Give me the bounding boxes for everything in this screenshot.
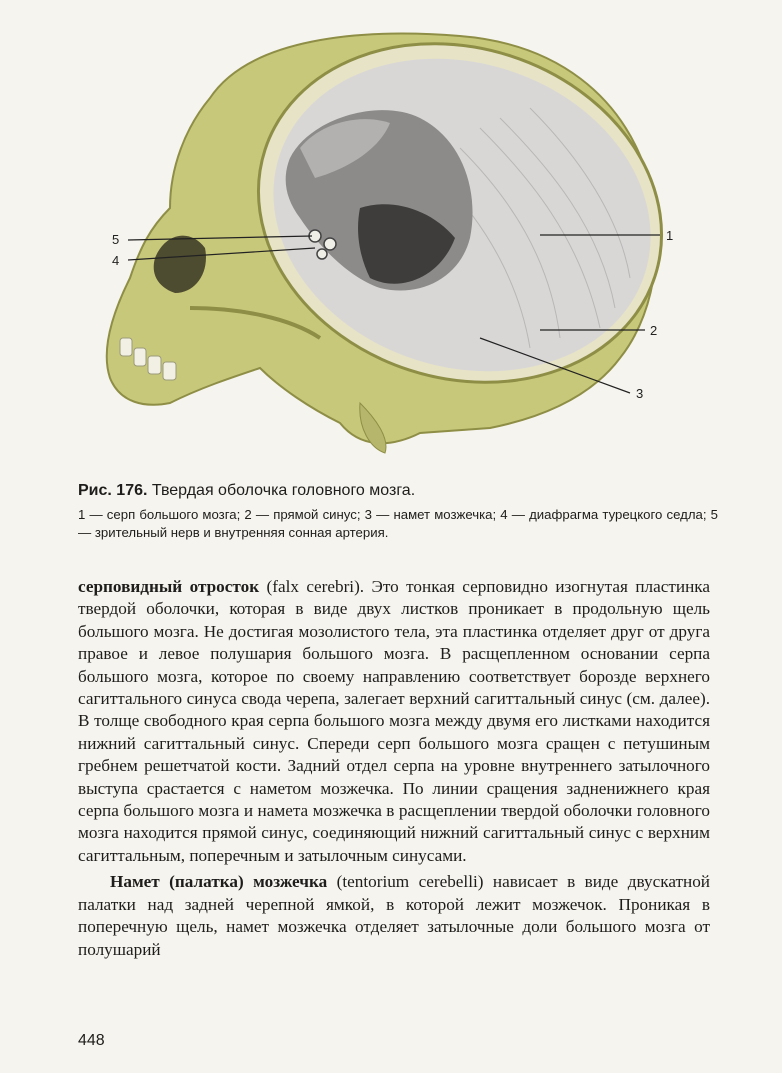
paragraph-falx-text: (falx cerebri). Это тонкая серповидно изогнутая пластинка твердой оболочки, которая в виде двух листков проникает в продольную щель большого мозга. Не достигая мозолистого тела, эта пластинка отделяет друг от друга правое и левое полушария большого мозга. В расщепленном основании серпа большого мозга, которое по своему направлению соответствует борозде верхнего сагиттального синуса свода черепа, залегает верхний сагиттальный синус (см. далее). В толще свободного края серпа большого мозга между двумя его листками находится нижний сагиттальный синус. Спереди серп большого мозга сращен с петушиным гребнем решетчатой кости. Задний отдел серпа на уровне внутреннего затылочного выступа срастается с наметом мозжечка. По линии сращения задненижнего края серпа большого мозга и намета мозжечка в расщеплении твердой оболочки головного мозга находится прямой синус, соединяющий нижний сагиттальный синус с верхним сагиттальным, поперечным и затылочным синусами. xyxy=(78,577,710,865)
callout-5: 5 xyxy=(112,232,120,247)
body-text xyxy=(78,576,710,961)
callout-4: 4 xyxy=(112,253,120,268)
figure-caption xyxy=(78,480,718,542)
page-number: 448 xyxy=(78,1032,105,1049)
term-falx: серповидный отросток xyxy=(78,577,260,596)
callout-3: 3 xyxy=(636,386,644,401)
callout-2: 2 xyxy=(650,323,658,338)
paragraph-tentorium-text: (tentorium cerebelli) нависает в виде двускатной палатки над задней черепной ямкой, в которой лежит мозжечок. Проникая в поперечную щель, намет мозжечка отделяет затылочные доли большого мозга от полушарий xyxy=(78,872,710,959)
paragraph-tentorium xyxy=(78,871,710,961)
caption-title xyxy=(78,480,718,502)
skull-drawing xyxy=(60,8,700,468)
callout-1: 1 xyxy=(666,228,674,243)
skull-dura-illustration xyxy=(60,8,700,468)
caption-label: Рис. 176. xyxy=(78,482,148,499)
paragraph-falx xyxy=(78,576,710,867)
caption-heading: Твердая оболочка головного мозга. xyxy=(151,482,416,499)
caption-legend: 1 — серп большого мозга; 2 — прямой синус; 3 — намет мозжечка; 4 — диафрагма турецкого седла; 5 — зрительный нерв и внутренняя сонная артерия. xyxy=(78,507,718,540)
term-tentorium: Намет (палатка) мозжечка xyxy=(110,872,328,892)
